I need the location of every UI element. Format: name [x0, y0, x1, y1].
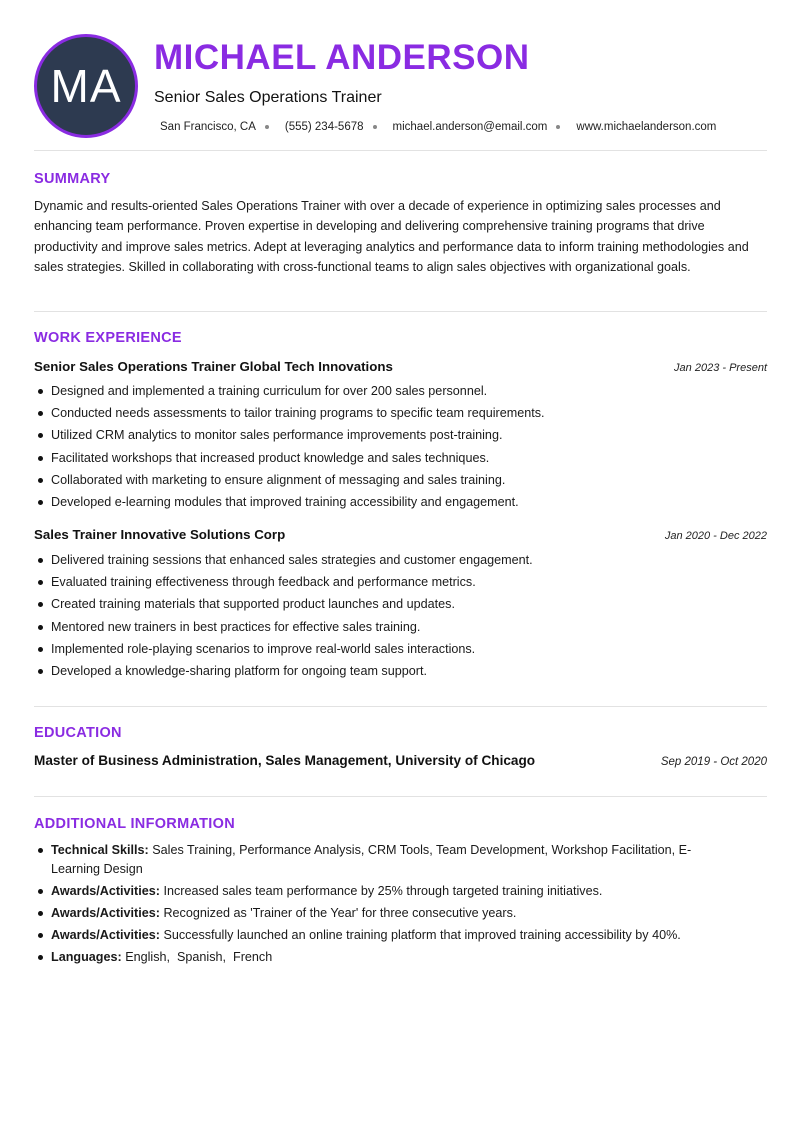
summary-text: Dynamic and results-oriented Sales Operations Trainer with over a decade of experience in optimizing sales processes and enhancing team performance. Proven expertise in developing and delivering comprehensive training programs that drive productivity and improve sales metrics. Adept at leveraging analytics and performance data to inform training methodologies and sales strategies. Skilled in collaborating with cross-functional teams to align sales objectives with organizational goals.	[34, 199, 749, 274]
separator-dot	[373, 125, 377, 129]
job-role: Senior Sales Operations Trainer Global Tech Innovations	[34, 359, 393, 374]
list-item: Evaluated training effectiveness through feedback and performance metrics.	[34, 571, 767, 593]
contact-location: San Francisco, CA	[160, 121, 256, 133]
candidate-name: MICHAEL ANDERSON	[154, 38, 530, 77]
job-dates: Jan 2020 - Dec 2022	[664, 530, 767, 542]
candidate-title: Senior Sales Operations Trainer	[154, 89, 382, 106]
item-label: Technical Skills:	[51, 843, 149, 857]
item-text: Recognized as 'Trainer of the Year' for three consecutive years.	[163, 905, 517, 920]
item-text: Increased sales team performance by 25% through targeted training initiatives.	[163, 883, 603, 898]
list-item: Conducted needs assessments to tailor training programs to specific team requirements.	[34, 402, 767, 424]
item-label: Awards/Activities:	[51, 883, 160, 898]
degree: Master of Business Administration, Sales Management, University of Chicago	[34, 753, 536, 768]
list-item: Created training materials that supported product launches and updates.	[34, 593, 767, 615]
list-item: Utilized CRM analytics to monitor sales performance improvements post-training.	[34, 424, 767, 446]
education-entry	[34, 753, 767, 768]
additional-heading: ADDITIONAL INFORMATION	[34, 816, 235, 832]
list-item: Facilitated workshops that increased product knowledge and sales techniques.	[34, 447, 767, 469]
list-item: Mentored new trainers in best practices for effective sales training.	[34, 616, 767, 638]
avatar-initials: MA	[50, 60, 122, 112]
job-role: Sales Trainer Innovative Solutions Corp	[34, 527, 286, 542]
item-text: Sales Training, Performance Analysis, CRM Tools, Team Development, Workshop Facilitation, E-Learning Design	[51, 843, 692, 876]
additional-list	[34, 841, 734, 970]
contact-phone[interactable]: (555) 234-5678	[284, 121, 364, 133]
list-item	[34, 904, 734, 923]
list-item: Developed a knowledge-sharing platform for ongoing team support.	[34, 660, 767, 682]
job-header	[34, 527, 767, 542]
job-header	[34, 359, 767, 374]
item-text: English, Spanish, French	[125, 949, 273, 964]
item-label: Languages:	[51, 949, 122, 964]
contact-email[interactable]: michael.anderson@email.com	[392, 121, 548, 133]
separator-dot	[265, 125, 269, 129]
divider	[34, 796, 767, 797]
experience-heading: WORK EXPERIENCE	[34, 330, 182, 346]
contact-bar	[160, 121, 716, 133]
list-item	[34, 926, 734, 945]
resume-header	[0, 0, 800, 150]
item-label: Awards/Activities:	[51, 927, 160, 942]
item-label: Awards/Activities:	[51, 905, 160, 920]
separator-dot	[556, 125, 560, 129]
list-item: Designed and implemented a training curriculum for over 200 sales personnel.	[34, 380, 767, 402]
list-item	[34, 948, 734, 967]
list-item: Implemented role-playing scenarios to improve real-world sales interactions.	[34, 638, 767, 660]
list-item	[34, 841, 734, 878]
list-item	[34, 882, 734, 901]
job-dates: Jan 2023 - Present	[674, 362, 767, 374]
avatar	[34, 34, 138, 138]
education-heading: EDUCATION	[34, 725, 122, 741]
list-item: Delivered training sessions that enhanced sales strategies and customer engagement.	[34, 549, 767, 571]
job-bullets	[34, 549, 767, 682]
item-text: Successfully launched an online training platform that improved training accessibility by 40%.	[163, 927, 681, 942]
divider	[34, 150, 767, 151]
education-dates: Sep 2019 - Oct 2020	[660, 756, 767, 768]
divider	[34, 311, 767, 312]
job-bullets	[34, 380, 767, 513]
divider	[34, 706, 767, 707]
list-item: Developed e-learning modules that improved training accessibility and engagement.	[34, 491, 767, 513]
list-item: Collaborated with marketing to ensure alignment of messaging and sales training.	[34, 469, 767, 491]
summary-heading: SUMMARY	[34, 171, 111, 187]
contact-website[interactable]: www.michaelanderson.com	[576, 121, 717, 133]
